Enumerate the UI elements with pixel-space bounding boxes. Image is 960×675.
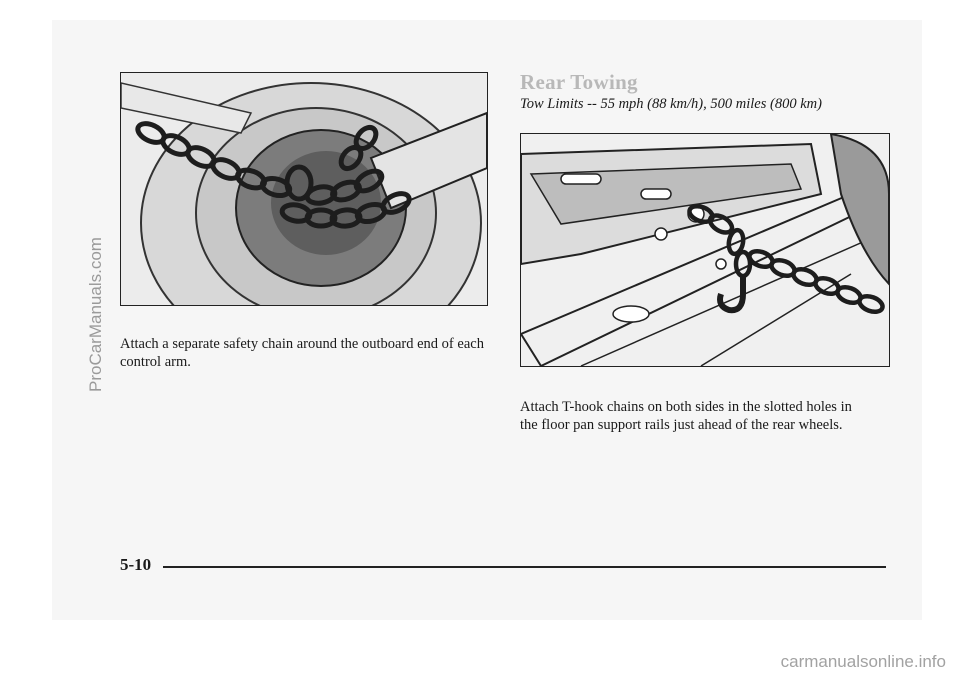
section-heading: Rear Towing <box>520 70 638 94</box>
t-hook-chain-illustration <box>520 133 890 367</box>
safety-chain-control-arm-illustration <box>121 73 487 305</box>
footer-rule <box>163 566 886 568</box>
left-caption: Attach a separate safety chain around the outboard end of each control arm. <box>120 336 484 370</box>
right-caption: Attach T-hook chains on both sides in the slotted holes in the floor pan support rails just ahead of the rear wheels. <box>520 399 852 433</box>
page-number: 5-10 <box>120 555 152 574</box>
side-watermark: ProCarManuals.com <box>86 237 105 392</box>
t-hook-chain-floor-pan-illustration <box>521 134 889 366</box>
tow-limits: Tow Limits -- 55 mph (88 km/h), 500 miles (800 km) <box>520 96 822 112</box>
bottom-watermark: carmanualsonline.info <box>780 652 946 671</box>
safety-chain-illustration <box>120 72 488 306</box>
